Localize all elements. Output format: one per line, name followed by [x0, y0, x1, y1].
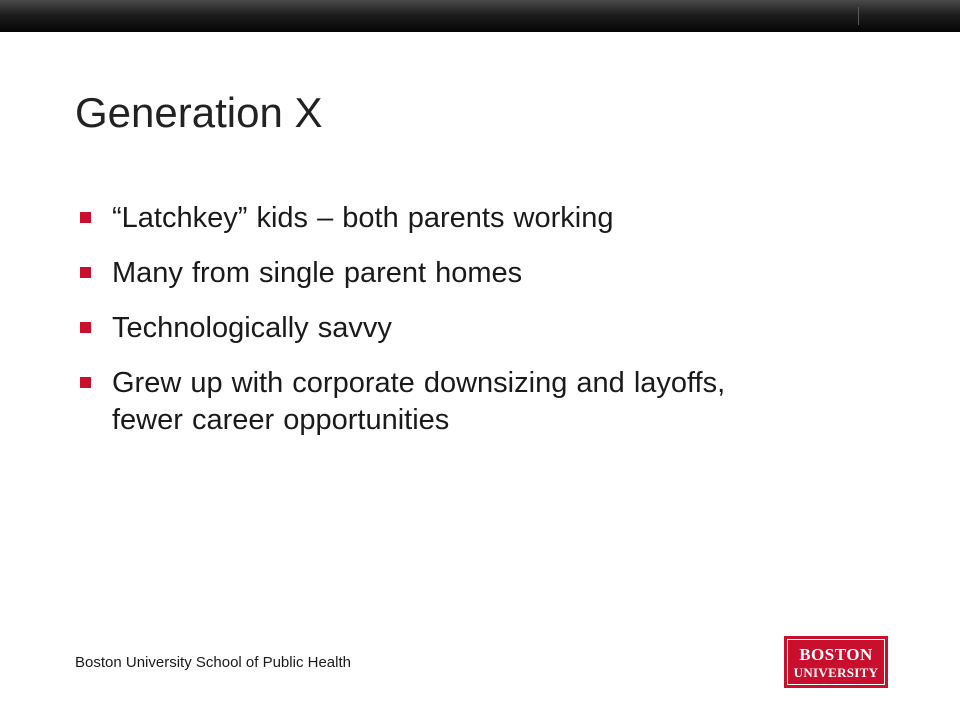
bullet-text: “Latchkey” kids – both parents working — [112, 202, 614, 234]
top-bar-divider — [858, 7, 859, 25]
logo-line-2: UNIVERSITY — [793, 664, 879, 680]
square-bullet-icon — [80, 322, 91, 333]
square-bullet-icon — [80, 267, 91, 278]
bullet-item — [78, 310, 798, 347]
logo-line-1: BOSTON — [799, 644, 873, 664]
slide-title: Generation X — [75, 89, 323, 136]
bullet-list — [78, 200, 798, 457]
square-bullet-icon — [80, 377, 91, 388]
bullet-text: Many from single parent homes — [112, 257, 523, 289]
logo-frame — [787, 639, 885, 685]
footer-institution: Boston University School of Public Health — [75, 654, 351, 671]
bullet-item — [78, 200, 798, 237]
bullet-item — [78, 255, 798, 292]
square-bullet-icon — [80, 212, 91, 223]
bullet-text: Grew up with corporate downsizing and layoffs, fewer career opportunities — [112, 367, 726, 436]
boston-university-logo — [784, 636, 888, 688]
top-bar — [0, 0, 960, 32]
bullet-text: Technologically savvy — [112, 312, 392, 344]
bullet-item — [78, 365, 798, 439]
